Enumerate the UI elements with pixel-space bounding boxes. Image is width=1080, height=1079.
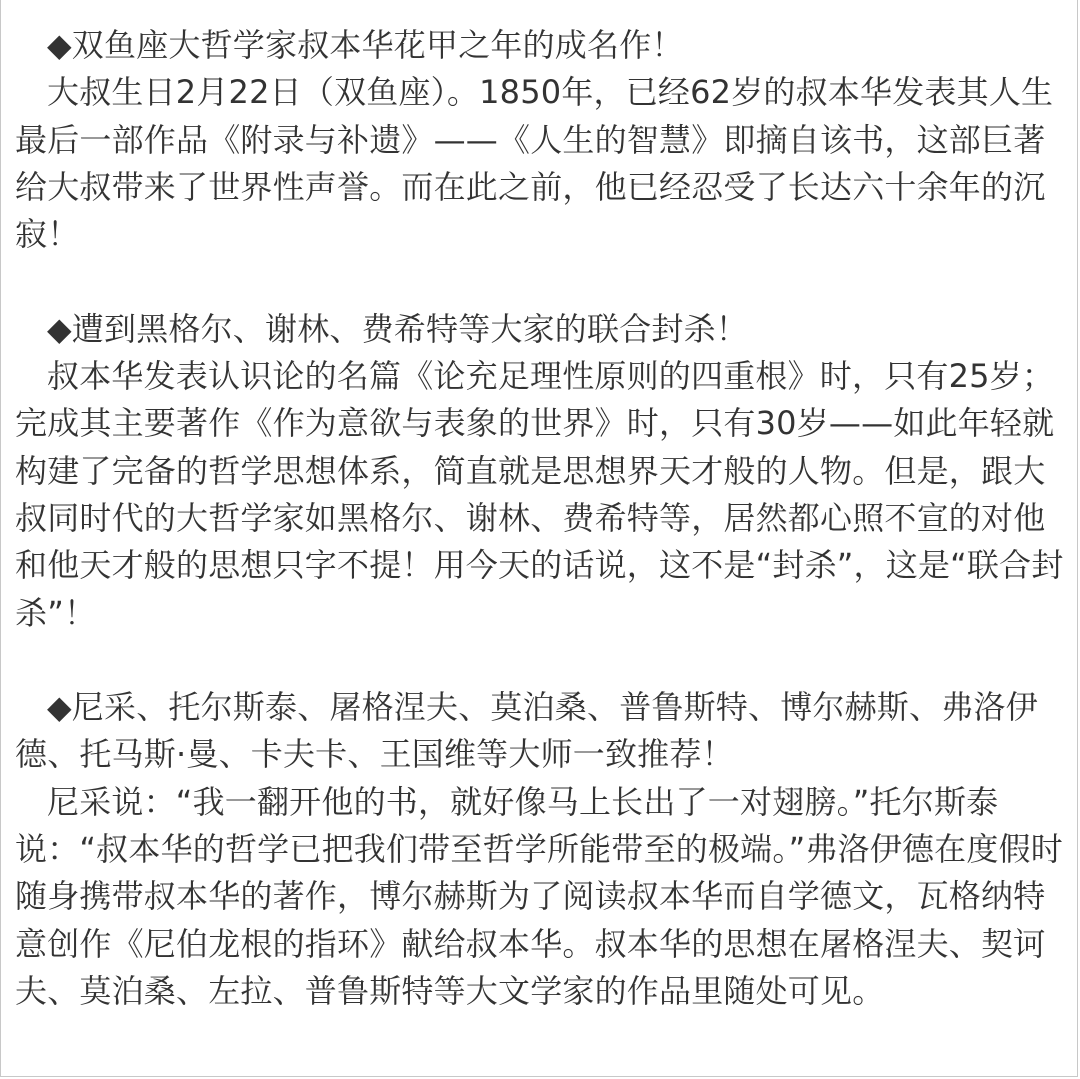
section-1-heading: ◆双鱼座大哲学家叔本华花甲之年的成名作！ bbox=[47, 26, 684, 64]
section-1-body: 大叔生日2月22日（双鱼座）。1850年，已经62岁的叔本华发表其人生最后一部作品《附录与补遗》——《人生的智慧》即摘自该书，这部巨著给大叔带来了世界性声誉。而在此之前，他已经忍受了长达六十余年的沉寂！ bbox=[15, 73, 1054, 254]
section-2-body: 叔本华发表认识论的名篇《论充足理性原则的四重根》时，只有25岁；完成其主要著作《作为意欲与表象的世界》时，只有30岁——如此年轻就构建了完备的哲学思想体系，简直就是思想界天才般的人物。但是，跟大叔同时代的大哲学家如黑格尔、谢林、费希特等，居然都心照不宣的对他和他天才般的思想只字不提！用今天的话说，这不是“封杀”，这是“联合封杀”！ bbox=[15, 357, 1064, 632]
section-2-heading: ◆遭到黑格尔、谢林、费希特等大家的联合封杀！ bbox=[47, 309, 749, 348]
paragraph-gap bbox=[15, 258, 1065, 305]
section-3-body: 尼采说：“我一翻开他的书，就好像马上长出了一对翅膀。”托尔斯泰说：“叔本华的哲学已把我们带至哲学所能带至的极端。”弗洛伊德在度假时随身携带叔本华的著作，博尔赫斯为了阅读叔本华而自学德文，瓦格纳特意创作《尼伯龙根的指环》献给叔本华。叔本华的思想在屠格涅夫、契诃夫、莫泊桑、左拉、普鲁斯特等大文学家的作品里随处可见。 bbox=[15, 782, 1063, 1010]
paragraph-gap bbox=[15, 637, 1065, 684]
section-3-heading: ◆尼采、托尔斯泰、屠格涅夫、莫泊桑、普鲁斯特、博尔赫斯、弗洛伊德、托马斯·曼、卡夫卡、王国维等大师一致推荐！ bbox=[15, 688, 1038, 774]
article-body bbox=[15, 22, 1065, 1015]
